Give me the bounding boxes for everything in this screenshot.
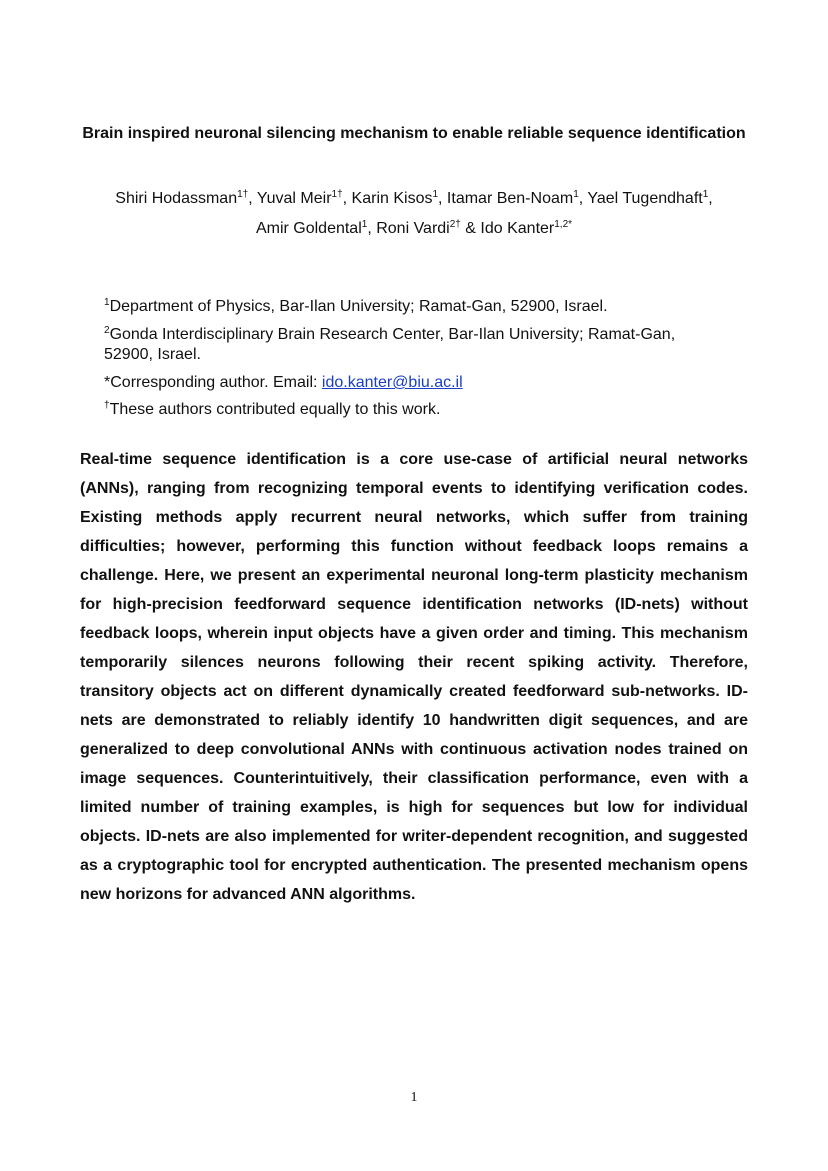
author-separator: , [578, 190, 588, 207]
author-name: Yuval Meir [256, 190, 332, 207]
corresponding-label: Corresponding author. Email: [110, 374, 322, 391]
affiliation-1 [104, 297, 724, 317]
author-affiliation-mark: 1 [361, 219, 368, 230]
author-separator: & [460, 220, 481, 237]
author-name: Shiri Hodassman [115, 190, 238, 207]
corresponding-mark: * [104, 374, 111, 391]
author-name: Amir Goldental [255, 220, 362, 237]
corresponding-author [104, 373, 724, 393]
equal-contribution-mark: † [104, 400, 110, 411]
author-line-2 [256, 220, 572, 237]
author-separator: , [438, 190, 447, 207]
author-name: Karin Kisos [351, 190, 433, 207]
author-line-1 [115, 190, 712, 207]
email-link[interactable]: ido.kanter@biu.ac.il [321, 374, 463, 391]
author-separator: , [708, 190, 713, 207]
author-affiliation-mark: 1 [432, 189, 439, 200]
page-number: 1 [410, 1090, 418, 1105]
affiliation-text: Department of Physics, Bar-Ilan University; Ramat-Gan, 52900, Israel. [109, 298, 608, 315]
author-separator: , [342, 190, 352, 207]
affiliation-mark: 2 [104, 325, 110, 336]
author-affiliation-mark: 1 [702, 189, 709, 200]
author-name: Roni Vardi [376, 220, 450, 237]
author-name: Yael Tugendhaft [587, 190, 703, 207]
author-name: Itamar Ben-Noam [446, 190, 574, 207]
affiliation-text: Gonda Interdisciplinary Brain Research Center, Bar-Ilan University; Ramat-Gan, 52900, Israel. [104, 326, 676, 363]
affiliation-2 [104, 325, 724, 365]
author-separator: , [367, 220, 377, 237]
author-separator: , [248, 190, 257, 207]
affiliation-mark: 1 [104, 297, 110, 308]
author-list [80, 184, 748, 244]
equal-contribution-text: These authors contributed equally to this work. [109, 401, 441, 418]
author-name: Ido Kanter [480, 220, 555, 237]
equal-contribution-note [104, 400, 724, 420]
author-affiliation-mark: 1† [331, 189, 343, 200]
paper-title: Brain inspired neuronal silencing mechanism to enable reliable sequence identification [82, 125, 746, 142]
author-affiliation-mark: 2† [449, 219, 461, 230]
author-affiliation-mark: 1 [573, 189, 579, 200]
author-affiliation-mark: 1,2* [554, 219, 573, 230]
author-affiliation-mark: 1† [237, 189, 249, 200]
abstract: Real-time sequence identification is a core use-case of artificial neural networks (ANNs), ranging from recognizing temporal events to identifying verification codes. Existing methods apply recurrent neural networks, which suffer from training difficulties; however, performing this function without feedback loops remains a challenge. Here, we present an experimental neuronal long-term plasticity mechanism for high-precision feedforward sequence identification networks (ID-nets) without feedback loops, wherein input objects have a given order and timing. This mechanism temporarily silences neurons following their recent spiking activity. Therefore, transitory objects act on different dynamically created feedforward sub-networks. ID-nets are demonstrated to reliably identify 10 handwritten digit sequences, and are generalized to deep convolutional ANNs with continuous activation nodes trained on image sequences. Counterintuitively, their classification performance, even with a limited number of training examples, is high for sequences but low for individual objects. ID-nets are also implemented for writer-dependent recognition, and suggested as a cryptographic tool for encrypted authentication. The presented mechanism opens new horizons for advanced ANN algorithms. [80, 451, 748, 903]
